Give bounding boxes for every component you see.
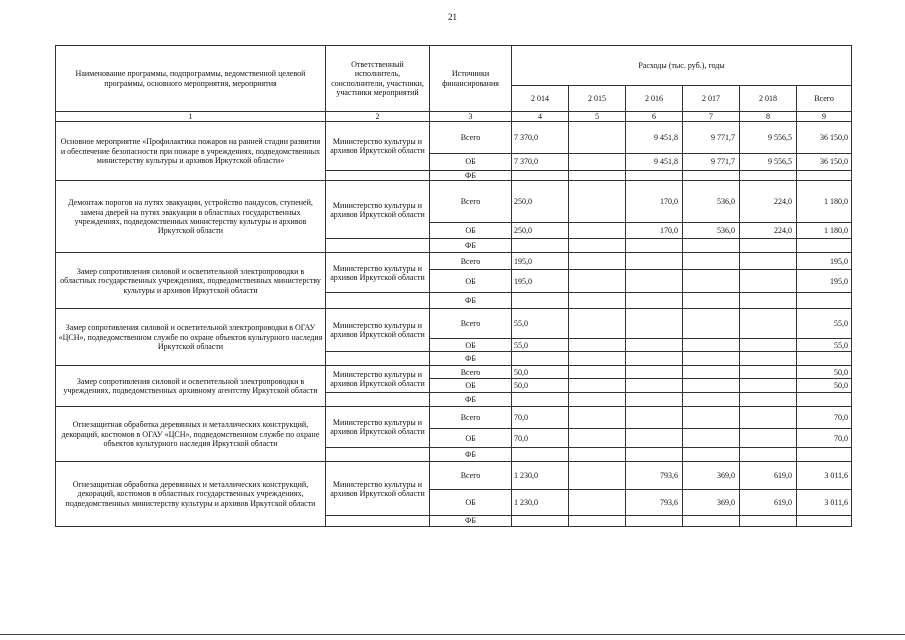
value-cell-v2017: 369,0 (683, 462, 740, 490)
executor-empty-cell (326, 293, 430, 309)
value-cell-total: 36 150,0 (797, 154, 852, 171)
value-cell-v2018 (740, 309, 797, 339)
funding-source-cell: Всего (430, 407, 512, 429)
value-cell-v2018 (740, 352, 797, 366)
column-number: 6 (626, 112, 683, 122)
value-cell-total (797, 393, 852, 407)
executor-cell: Министерство культуры и архивов Иркутской области (326, 366, 430, 393)
value-cell-v2018 (740, 270, 797, 293)
value-cell-v2016 (626, 270, 683, 293)
value-cell-v2017 (683, 379, 740, 393)
column-number: 9 (797, 112, 852, 122)
funding-source-cell: ОБ (430, 270, 512, 293)
value-cell-v2017 (683, 339, 740, 352)
value-cell-v2016: 170,0 (626, 181, 683, 223)
funding-source-cell: ФБ (430, 293, 512, 309)
value-cell-total: 36 150,0 (797, 122, 852, 154)
value-cell-v2014 (512, 171, 569, 181)
value-cell-v2017 (683, 309, 740, 339)
column-number: 3 (430, 112, 512, 122)
funding-source-cell: ФБ (430, 352, 512, 366)
value-cell-v2017: 9 771,7 (683, 154, 740, 171)
table-row (56, 181, 852, 223)
header-year: 2 016 (626, 86, 683, 112)
value-cell-v2018 (740, 293, 797, 309)
program-name-cell: Замер сопротивления силовой и осветительной электропроводки в ОГАУ «ЦСН», подведомственном службе по охране объектов культурного наследия Иркутской области (56, 309, 326, 366)
value-cell-total (797, 293, 852, 309)
value-cell-total (797, 239, 852, 253)
value-cell-v2018: 619,0 (740, 490, 797, 516)
table-row (56, 253, 852, 270)
value-cell-v2015 (569, 407, 626, 429)
table-row (56, 309, 852, 339)
value-cell-v2015 (569, 293, 626, 309)
funding-source-cell: ОБ (430, 429, 512, 448)
program-name-cell: Огнезащитная обработка деревянных и металлических конструкций, декораций, костюмов в ОГАУ «ЦСН», подведомственном службе по охране объектов культурного наследия Иркутской области (56, 407, 326, 462)
funding-source-cell: Всего (430, 181, 512, 223)
value-cell-v2016 (626, 448, 683, 462)
value-cell-v2014: 195,0 (512, 253, 569, 270)
value-cell-v2016 (626, 339, 683, 352)
value-cell-v2016: 793,6 (626, 462, 683, 490)
value-cell-v2014 (512, 293, 569, 309)
program-name-cell: Основное мероприятие «Профилактика пожаров на ранней стадии развития и обеспечение безопасности при пожаре в учреждениях, подведомственных министерству культуры и архивов Иркутской области» (56, 122, 326, 181)
value-cell-v2015 (569, 379, 626, 393)
value-cell-v2015 (569, 223, 626, 239)
value-cell-v2018: 619,0 (740, 462, 797, 490)
value-cell-v2016 (626, 239, 683, 253)
value-cell-v2018 (740, 366, 797, 379)
value-cell-v2014: 1 230,0 (512, 490, 569, 516)
header-funding-source: Источники финансирования (430, 46, 512, 112)
value-cell-v2017: 9 771,7 (683, 122, 740, 154)
funding-source-cell: ОБ (430, 223, 512, 239)
value-cell-v2018 (740, 516, 797, 526)
column-number: 1 (56, 112, 326, 122)
value-cell-v2018 (740, 448, 797, 462)
value-cell-v2015 (569, 366, 626, 379)
executor-empty-cell (326, 352, 430, 366)
value-cell-v2014: 7 370,0 (512, 154, 569, 171)
value-cell-v2016 (626, 379, 683, 393)
value-cell-v2015 (569, 462, 626, 490)
value-cell-v2016 (626, 516, 683, 526)
value-cell-v2017 (683, 171, 740, 181)
value-cell-v2014: 55,0 (512, 309, 569, 339)
executor-cell: Министерство культуры и архивов Иркутской области (326, 462, 430, 516)
value-cell-v2014: 1 230,0 (512, 462, 569, 490)
value-cell-v2015 (569, 339, 626, 352)
value-cell-v2018 (740, 393, 797, 407)
value-cell-total (797, 352, 852, 366)
funding-source-cell: Всего (430, 309, 512, 339)
value-cell-total: 50,0 (797, 366, 852, 379)
value-cell-total: 1 180,0 (797, 181, 852, 223)
funding-source-cell: ФБ (430, 393, 512, 407)
value-cell-total: 195,0 (797, 253, 852, 270)
value-cell-v2014: 70,0 (512, 429, 569, 448)
program-name-cell: Огнезащитная обработка деревянных и металлических конструкций, декораций, костюмов в областных государственных учреждениях, подведомственных министерству культуры и архивов Иркутской области (56, 462, 326, 526)
value-cell-v2015 (569, 122, 626, 154)
value-cell-total: 70,0 (797, 407, 852, 429)
value-cell-total: 3 011,6 (797, 462, 852, 490)
value-cell-v2014 (512, 516, 569, 526)
funding-source-cell: ОБ (430, 339, 512, 352)
program-name-cell: Замер сопротивления силовой и осветительной электропроводки в областных государственных учреждениях, подведомственных министерству культуры и архивов Иркутской области (56, 253, 326, 309)
value-cell-v2015 (569, 490, 626, 516)
value-cell-v2016 (626, 352, 683, 366)
value-cell-v2014 (512, 448, 569, 462)
value-cell-v2016: 793,6 (626, 490, 683, 516)
value-cell-v2017: 369,0 (683, 490, 740, 516)
value-cell-v2015 (569, 393, 626, 407)
funding-source-cell: ОБ (430, 379, 512, 393)
value-cell-v2014: 250,0 (512, 181, 569, 223)
value-cell-v2017: 536,0 (683, 223, 740, 239)
header-program-name: Наименование программы, подпрограммы, ведомственной целевой программы, основного мероприятия, мероприятия (56, 46, 326, 112)
value-cell-v2015 (569, 171, 626, 181)
value-cell-v2014: 55,0 (512, 339, 569, 352)
column-number: 4 (512, 112, 569, 122)
budget-table (55, 45, 852, 527)
executor-cell: Министерство культуры и архивов Иркутской области (326, 253, 430, 293)
value-cell-total: 55,0 (797, 309, 852, 339)
executor-empty-cell (326, 239, 430, 253)
value-cell-v2015 (569, 448, 626, 462)
value-cell-v2014 (512, 239, 569, 253)
value-cell-v2017: 536,0 (683, 181, 740, 223)
value-cell-v2015 (569, 516, 626, 526)
value-cell-v2017 (683, 253, 740, 270)
value-cell-v2018 (740, 253, 797, 270)
value-cell-v2016: 170,0 (626, 223, 683, 239)
page-number: 21 (448, 12, 457, 22)
value-cell-v2015 (569, 309, 626, 339)
header-year: 2 018 (740, 86, 797, 112)
value-cell-v2016: 9 451,8 (626, 122, 683, 154)
value-cell-v2014: 70,0 (512, 407, 569, 429)
header-year: 2 017 (683, 86, 740, 112)
value-cell-total: 1 180,0 (797, 223, 852, 239)
header-year: 2 014 (512, 86, 569, 112)
funding-source-cell: Всего (430, 462, 512, 490)
value-cell-v2015 (569, 181, 626, 223)
value-cell-v2015 (569, 154, 626, 171)
executor-cell: Министерство культуры и архивов Иркутской области (326, 407, 430, 448)
funding-source-cell: Всего (430, 253, 512, 270)
value-cell-v2017 (683, 366, 740, 379)
value-cell-v2018: 224,0 (740, 181, 797, 223)
value-cell-v2017 (683, 352, 740, 366)
value-cell-v2015 (569, 239, 626, 253)
program-name-cell: Демонтаж порогов на путях эвакуации, устройство пандусов, ступеней, замена дверей на путях эвакуации в областных государственных учреждениях, подведомственных министерству культуры и архивов Иркутской области (56, 181, 326, 253)
column-number: 2 (326, 112, 430, 122)
value-cell-v2015 (569, 253, 626, 270)
executor-empty-cell (326, 516, 430, 526)
header-year: Всего (797, 86, 852, 112)
value-cell-v2015 (569, 429, 626, 448)
header-executor: Ответственный исполнитель, соисполнители, участники, участники мероприятий (326, 46, 430, 112)
value-cell-total: 50,0 (797, 379, 852, 393)
value-cell-total: 55,0 (797, 339, 852, 352)
funding-source-cell: ФБ (430, 516, 512, 526)
value-cell-total (797, 448, 852, 462)
value-cell-v2016 (626, 309, 683, 339)
table-row (56, 122, 852, 154)
value-cell-v2017 (683, 448, 740, 462)
value-cell-v2016 (626, 393, 683, 407)
funding-source-cell: ФБ (430, 448, 512, 462)
value-cell-v2017 (683, 293, 740, 309)
funding-source-cell: Всего (430, 122, 512, 154)
value-cell-total: 3 011,6 (797, 490, 852, 516)
value-cell-v2014 (512, 393, 569, 407)
value-cell-v2018 (740, 429, 797, 448)
value-cell-v2014: 250,0 (512, 223, 569, 239)
value-cell-v2018 (740, 171, 797, 181)
value-cell-v2018: 9 556,5 (740, 154, 797, 171)
executor-empty-cell (326, 171, 430, 181)
value-cell-v2017 (683, 270, 740, 293)
value-cell-v2017 (683, 429, 740, 448)
column-number: 8 (740, 112, 797, 122)
value-cell-total (797, 171, 852, 181)
executor-cell: Министерство культуры и архивов Иркутской области (326, 122, 430, 171)
value-cell-v2016 (626, 293, 683, 309)
executor-empty-cell (326, 393, 430, 407)
header-year: 2 015 (569, 86, 626, 112)
value-cell-v2016 (626, 366, 683, 379)
value-cell-v2015 (569, 270, 626, 293)
value-cell-v2018 (740, 239, 797, 253)
value-cell-total (797, 516, 852, 526)
value-cell-v2018 (740, 407, 797, 429)
value-cell-v2014: 7 370,0 (512, 122, 569, 154)
funding-source-cell: ОБ (430, 490, 512, 516)
value-cell-v2014 (512, 352, 569, 366)
funding-source-cell: Всего (430, 366, 512, 379)
value-cell-v2018 (740, 379, 797, 393)
value-cell-v2015 (569, 352, 626, 366)
program-name-cell: Замер сопротивления силовой и осветительной электропроводки в учреждениях, подведомственных архивному агентству Иркутской области (56, 366, 326, 407)
value-cell-v2018: 9 556,5 (740, 122, 797, 154)
value-cell-v2014: 195,0 (512, 270, 569, 293)
value-cell-v2017 (683, 407, 740, 429)
table-row (56, 366, 852, 379)
value-cell-v2016: 9 451,8 (626, 154, 683, 171)
header-expenses: Расходы (тыс. руб.), годы (512, 46, 852, 86)
value-cell-v2017 (683, 393, 740, 407)
value-cell-v2017 (683, 239, 740, 253)
value-cell-v2016 (626, 253, 683, 270)
value-cell-v2014: 50,0 (512, 379, 569, 393)
value-cell-v2016 (626, 407, 683, 429)
value-cell-v2016 (626, 171, 683, 181)
funding-source-cell: ФБ (430, 239, 512, 253)
funding-source-cell: ФБ (430, 171, 512, 181)
value-cell-v2016 (626, 429, 683, 448)
funding-source-cell: ОБ (430, 154, 512, 171)
table-row (56, 407, 852, 429)
executor-cell: Министерство культуры и архивов Иркутской области (326, 181, 430, 239)
value-cell-v2017 (683, 516, 740, 526)
column-number: 5 (569, 112, 626, 122)
value-cell-total: 70,0 (797, 429, 852, 448)
table-row (56, 462, 852, 490)
page-bottom-rule (0, 634, 905, 635)
column-number: 7 (683, 112, 740, 122)
value-cell-v2014: 50,0 (512, 366, 569, 379)
value-cell-v2018: 224,0 (740, 223, 797, 239)
executor-empty-cell (326, 448, 430, 462)
value-cell-v2018 (740, 339, 797, 352)
executor-cell: Министерство культуры и архивов Иркутской области (326, 309, 430, 352)
value-cell-total: 195,0 (797, 270, 852, 293)
